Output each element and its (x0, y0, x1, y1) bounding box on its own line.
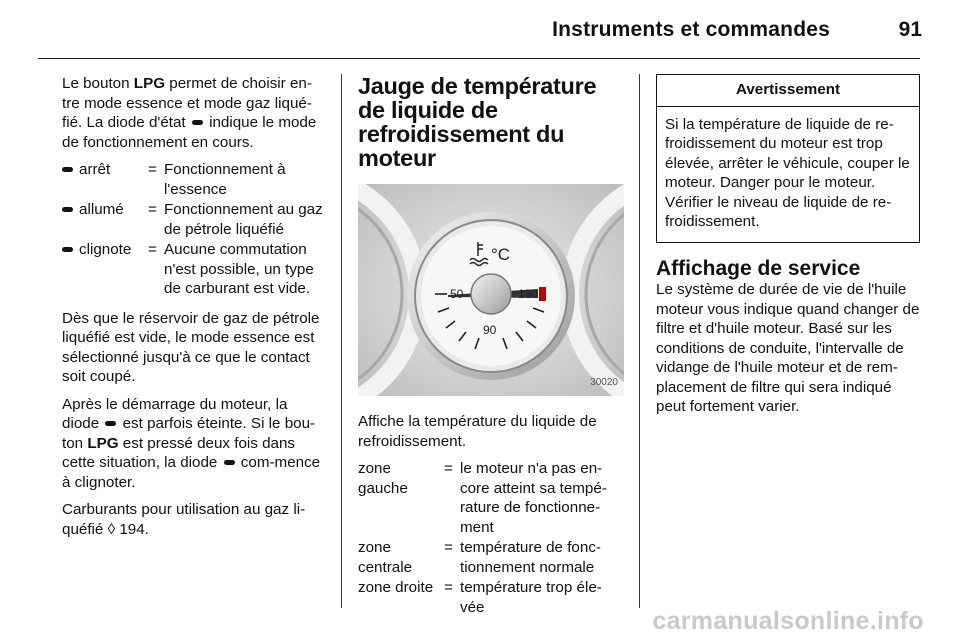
warning-box (656, 74, 920, 243)
list-term (62, 240, 148, 299)
column-left (62, 74, 324, 547)
lpg-button-label: LPG (133, 75, 166, 92)
list-item (358, 578, 624, 617)
gauge-label-90: 90 (483, 323, 497, 337)
column-divider-1 (341, 74, 342, 608)
column-right (656, 74, 920, 425)
header-rule (38, 58, 920, 59)
header-title: Instruments et commandes (552, 18, 830, 41)
page-reference-arrow-icon[interactable]: ◊ (107, 520, 116, 538)
coolant-gauge-svg (358, 184, 624, 396)
list-item (358, 459, 624, 537)
equals-sign: = (444, 579, 453, 596)
list-item (62, 200, 324, 239)
warning-title: Avertissement (657, 75, 919, 107)
status-led-icon (192, 120, 203, 125)
needle-hub (471, 274, 511, 314)
red-zone-marker (539, 287, 546, 301)
service-display-paragraph: Le système de durée de vie de l'huile moteur vous indique quand changer de filtre et d'huile moteur. Basé sur les conditions de conduite, l'intervalle de vidange de l'huile moteur et de rem-placement de filtre qui sera indiqué peut fortement varier. (656, 281, 920, 415)
list-definition: Fonctionnement à l'essence (164, 161, 286, 198)
warning-body: Si la température de liquide de re-froidissement du moteur est trop élevée, arrêter le véhicule, couper le moteur. Danger pour le moteur. Vérifier le niveau de liquide de re-froidissement. (665, 115, 910, 230)
list-definition: le moteur n'a pas en-core atteint sa tempé-rature de fonctionne-ment (460, 460, 607, 536)
text-run: permet de choisir en-tre mode essence et mode gaz liqué-fié. La diode d'état (62, 75, 312, 131)
text-run: indique le mode de fonctionnement en cours. (62, 114, 317, 151)
list-item (358, 538, 624, 577)
page-number: 91 (898, 18, 922, 41)
equals-sign: = (148, 241, 157, 258)
fuel-reference-paragraph (62, 500, 324, 539)
column-divider-2 (639, 74, 640, 608)
list-definition: Aucune commutation n'est possible, un type de carburant est vide. (164, 241, 314, 297)
lpg-intro-paragraph (62, 74, 324, 152)
page-reference-link[interactable]: 194. (115, 520, 149, 538)
gauge-label-130: 130 (518, 287, 539, 301)
list-term (62, 200, 148, 239)
term-text: arrêt (79, 161, 111, 178)
led-state-list (62, 160, 324, 299)
text-run: est pressé deux fois dans cette situation, la diode (62, 434, 296, 471)
equals-sign: = (444, 460, 453, 477)
equals-sign: = (444, 539, 453, 556)
list-definition: température trop éle-vée (460, 579, 602, 616)
list-term: zone centrale (358, 539, 413, 576)
section-heading-service-display: Affichage de service (656, 256, 861, 280)
coolant-gauge-illustration (358, 184, 624, 396)
list-item (62, 240, 324, 299)
gauge-zone-list (358, 459, 624, 617)
text-run: Le bouton (62, 75, 134, 92)
figure-number: 30020 (590, 376, 618, 388)
text-run: est parfois éteinte. Si le bou-ton (62, 415, 316, 452)
list-term (62, 160, 148, 199)
equals-sign: = (148, 161, 157, 178)
status-led-icon (105, 421, 116, 426)
text-run: Après le démarrage du moteur, la diode (62, 395, 288, 432)
lpg-button-label: LPG (87, 434, 119, 452)
status-led-icon (62, 207, 73, 212)
list-term: zone droite (358, 579, 434, 596)
section-heading-coolant-gauge: Jauge de température de liquide de refroidissement du moteur (358, 73, 597, 171)
gauge-description: Affiche la température du liquide de refroidissement. (358, 413, 597, 450)
status-led-icon (62, 167, 73, 172)
text-run: Carburants pour utilisation au gaz li-quéfié (62, 501, 306, 538)
equals-sign: = (148, 201, 157, 218)
watermark: carmanualsonline.info (652, 607, 924, 635)
list-definition: température de fonc-tionnement normale (460, 539, 601, 576)
gauge-unit: °C (491, 245, 511, 264)
term-text: clignote (79, 241, 132, 258)
list-term: zone gauche (358, 460, 408, 497)
list-item (62, 160, 324, 199)
text-run: com-mence à clignoter. (62, 454, 321, 491)
engine-start-paragraph (62, 395, 324, 493)
lpg-empty-paragraph: Dès que le réservoir de gaz de pétrole liquéfié est vide, le mode essence est sélectionné jusqu'à ce que le contact soit coupé. (62, 309, 320, 385)
status-led-icon (62, 247, 73, 252)
gauge-label-50: 50 (450, 287, 464, 301)
term-text: allumé (79, 201, 124, 218)
column-middle (358, 74, 624, 627)
list-definition: Fonctionnement au gaz de pétrole liquéfié (164, 201, 323, 238)
status-led-icon (224, 460, 235, 465)
